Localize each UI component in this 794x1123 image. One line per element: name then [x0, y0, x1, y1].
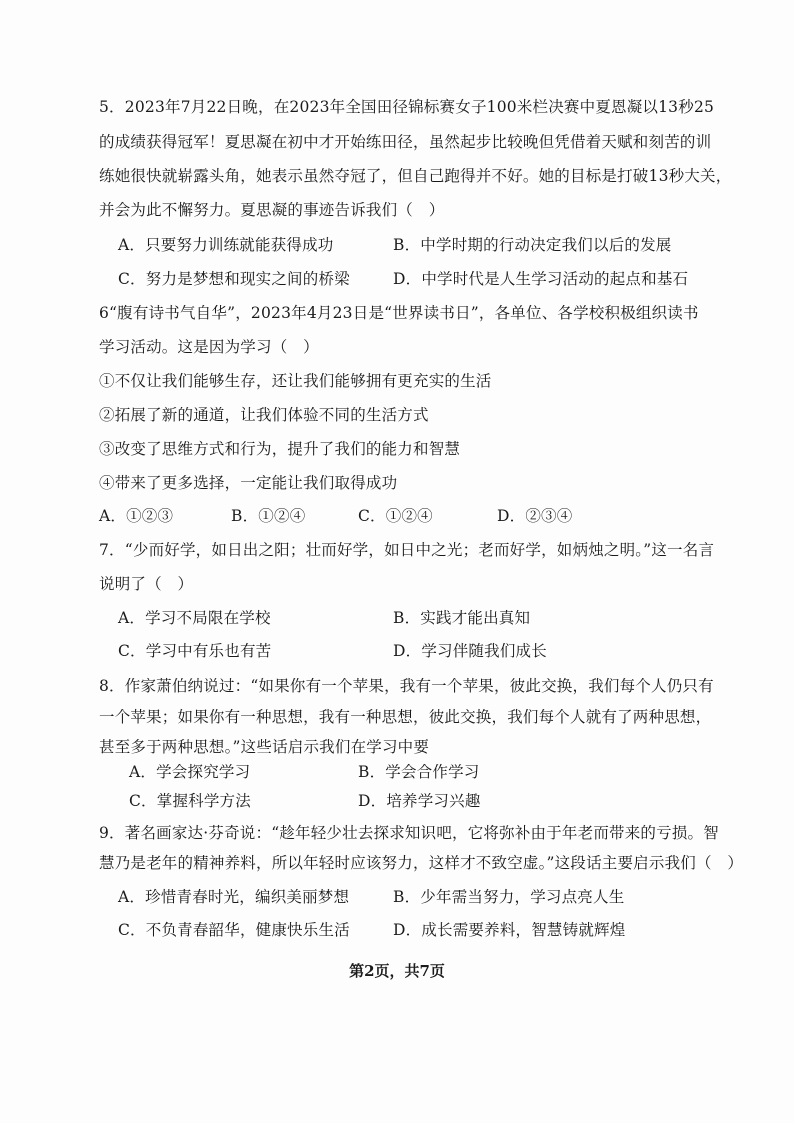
- q6-option-a: A．①②③: [99, 507, 174, 525]
- q8-option-d: D．培养学习兴趣: [358, 792, 481, 810]
- q5-stem-line-3: 练她很快就崭露头角，她表示虽然夺冠了，但自己跑得并不好。她的目标是打破13秒大关，: [99, 167, 732, 185]
- q9-option-d: D．成长需要养料，智慧铸就辉煌: [393, 921, 626, 939]
- q6-statement-2: ②拓展了新的通道，让我们体验不同的生活方式: [99, 406, 429, 424]
- q6-option-c: C．①②④: [358, 507, 433, 525]
- q5-option-c: C．努力是梦想和现实之间的桥梁: [118, 270, 350, 288]
- q7-option-c: C．学习中有乐也有苦: [118, 642, 272, 660]
- q9-option-b: B．少年需当努力，学习点亮人生: [393, 888, 625, 906]
- q8-option-b: B．学会合作学习: [358, 763, 480, 781]
- q8-stem-line-2: 一个苹果；如果你有一种思想，我有一种思想，彼此交换，我们每个人就有了两种思想，: [99, 708, 712, 726]
- q7-option-b: B．实践才能出真知: [393, 609, 531, 627]
- q9-option-a: A．珍惜青春时光，编织美丽梦想: [118, 888, 350, 906]
- q6-statement-4: ④带来了更多选择，一定能让我们取得成功: [99, 474, 398, 492]
- q5-stem-line-1: 5．2023年7月22日晚，在2023年全国田径锦标赛女子100米栏决赛中夏恩凝以13秒25: [99, 98, 715, 116]
- q5-option-b: B．中学时期的行动决定我们以后的发展: [393, 236, 672, 254]
- page-footer: 第2页，共7页: [349, 962, 445, 980]
- q6-option-d: D．②③④: [497, 507, 573, 525]
- q7-option-a: A．学习不局限在学校: [118, 609, 271, 627]
- q8-option-c: C．掌握科学方法: [129, 792, 251, 810]
- q9-stem-line-2: 慧乃是老年的精神养料，所以年轻时应该努力，这样才不致空虚。”这段话主要启示我们（ ）: [99, 854, 744, 872]
- q5-option-a: A．只要努力训练就能获得成功: [118, 236, 334, 254]
- q8-stem-line-1: 8．作家萧伯纳说过：“如果你有一个苹果，我有一个苹果，彼此交换，我们每个人仍只有: [99, 677, 714, 695]
- q8-stem-line-3: 甚至多于两种思想。”这些话启示我们在学习中要: [99, 738, 430, 756]
- q5-stem-line-2: 的成绩获得冠军！夏思凝在初中才开始练田径，虽然起步比较晚但凭借着天赋和刻苦的训: [99, 133, 712, 151]
- q6-statement-1: ①不仅让我们能够生存，还让我们能够拥有更充实的生活: [99, 372, 492, 390]
- q7-option-d: D．学习伴随我们成长: [393, 642, 547, 660]
- q9-option-c: C．不负青春韶华，健康快乐生活: [118, 921, 350, 939]
- q6-statement-3: ③改变了思维方式和行为，提升了我们的能力和智慧: [99, 440, 461, 458]
- q8-option-a: A．学会探究学习: [129, 763, 251, 781]
- q5-stem-line-4: 并会为此不懈努力。夏思凝的事迹告诉我们（ ）: [99, 201, 445, 219]
- q5-option-d: D．中学时代是人生学习活动的起点和基石: [393, 270, 689, 288]
- q6-stem-line-2: 学习活动。这是因为学习（ ）: [99, 338, 319, 356]
- q7-stem-line-2: 说明了（ ）: [99, 575, 194, 593]
- q6-stem-line-1: 6“腹有诗书气自华”，2023年4月23日是“世界读书日”，各单位、各学校积极组织读书: [99, 304, 699, 322]
- q6-option-b: B．①②④: [231, 507, 306, 525]
- q7-stem-line-1: 7．“少而好学，如日出之阳；壮而好学，如日中之光；老而好学，如炳烛之明。”这一名言: [99, 541, 715, 559]
- q9-stem-line-1: 9．著名画家达·芬奇说：“趁年轻少壮去探求知识吧，它将弥补由于年老而带来的亏损。智: [99, 824, 719, 842]
